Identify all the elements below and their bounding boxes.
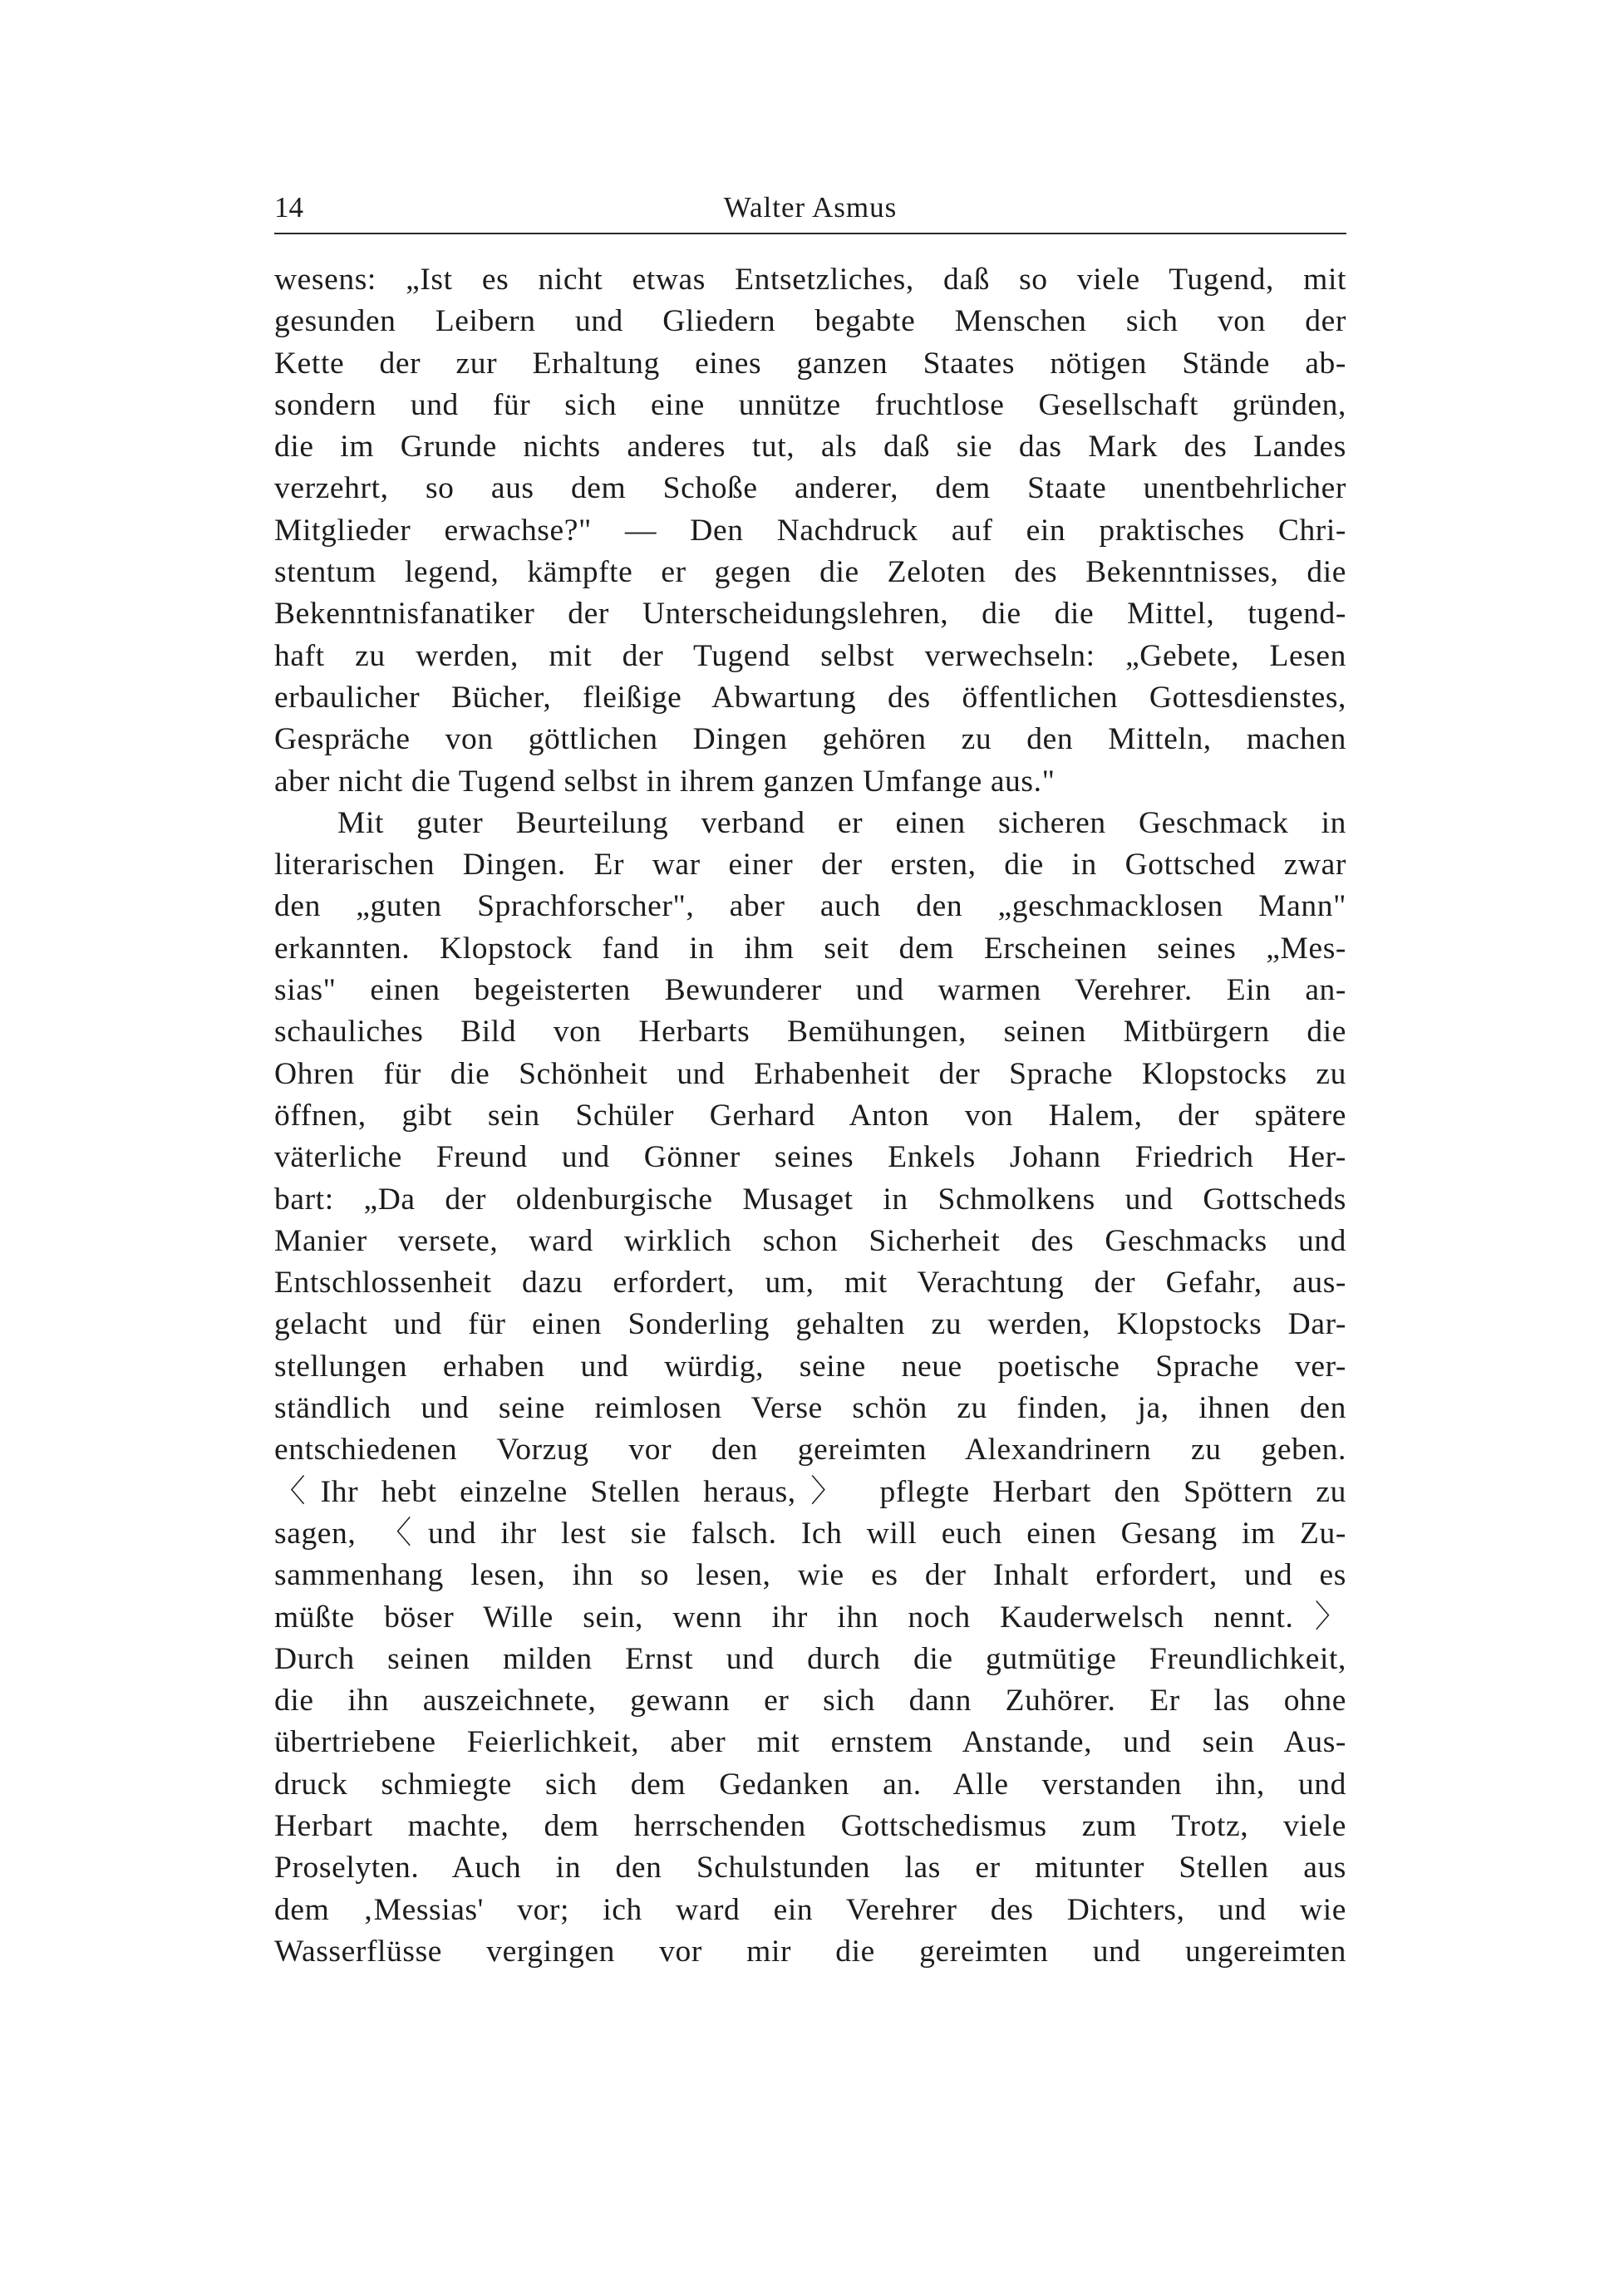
text-line: 〈Ihr hebt einzelne Stellen heraus,〉 pflegte Herbart den Spöttern zu: [274, 1474, 1346, 1509]
text-line: haft zu werden, mit der Tugend selbst verwechseln: „Gebete, Lesen: [274, 638, 1346, 673]
paragraph-2: [274, 803, 1346, 1973]
text-line: erbaulicher Bücher, fleißige Abwartung des öffentlichen Gottesdienstes,: [274, 680, 1346, 715]
page-number: 14: [274, 191, 303, 224]
text-line: Kette der zur Erhaltung eines ganzen Staates nötigen Stände ab-: [274, 346, 1346, 381]
text-line: Bekenntnisfanatiker der Unterscheidungslehren, die die Mittel, tugend-: [274, 597, 1346, 632]
text-line: dem ‚Messias' vor; ich ward ein Verehrer des Dichters, und wie: [274, 1892, 1346, 1927]
text-line: aber nicht die Tugend selbst in ihrem ganzen Umfange aus.": [274, 764, 1056, 799]
text-line: Wasserflüsse vergingen vor mir die gereimten und ungereimten: [274, 1934, 1346, 1969]
running-head: [274, 183, 1346, 234]
text-line: gelacht und für einen Sonderling gehalten zu werden, Klopstocks Dar-: [274, 1307, 1346, 1342]
text-line: sias" einen begeisterten Bewunderer und warmen Verehrer. Ein an-: [274, 973, 1346, 1008]
text-line: öffnen, gibt sein Schüler Gerhard Anton von Halem, der spätere: [274, 1098, 1346, 1133]
text-line: Mitglieder erwachse?" — Den Nachdruck auf ein praktisches Chri-: [274, 513, 1346, 548]
text-line: Manier versete, ward wirklich schon Sicherheit des Geschmacks und: [274, 1223, 1346, 1258]
body-text: [274, 259, 1346, 1973]
text-line: sagen, 〈und ihr lest sie falsch. Ich will euch einen Gesang im Zu-: [274, 1516, 1346, 1551]
text-line: ständlich und seine reimlosen Verse schön zu finden, ja, ihnen den: [274, 1391, 1346, 1426]
text-line: übertriebene Feierlichkeit, aber mit ernstem Anstande, und sein Aus-: [274, 1725, 1346, 1760]
text-line: verzehrt, so aus dem Schoße anderer, dem Staate unentbehrlicher: [274, 471, 1346, 506]
text-line: druck schmiegte sich dem Gedanken an. Alle verstanden ihn, und: [274, 1767, 1346, 1802]
text-line: stentum legend, kämpfte er gegen die Zeloten des Bekenntnisses, die: [274, 555, 1346, 590]
text-line: bart: „Da der oldenburgische Musaget in Schmolkens und Gottscheds: [274, 1182, 1346, 1217]
paragraph-1: [274, 259, 1346, 803]
text-line: väterliche Freund und Gönner seines Enkels Johann Friedrich Her-: [274, 1140, 1346, 1175]
text-line: gesunden Leibern und Gliedern begabte Menschen sich von der: [274, 304, 1346, 339]
book-page: [274, 183, 1346, 1973]
text-line: sondern und für sich eine unnütze fruchtlose Gesellschaft gründen,: [274, 387, 1346, 422]
text-line: Herbart machte, dem herrschenden Gottschedismus zum Trotz, viele: [274, 1808, 1346, 1843]
text-line: Entschlossenheit dazu erfordert, um, mit Verachtung der Gefahr, aus-: [274, 1266, 1346, 1300]
text-line: Durch seinen milden Ernst und durch die gutmütige Freundlichkeit,: [274, 1641, 1346, 1676]
text-line: wesens: „Ist es nicht etwas Entsetzliches, daß so viele Tugend, mit: [274, 263, 1346, 297]
text-line: Ohren für die Schönheit und Erhabenheit der Sprache Klopstocks zu: [274, 1056, 1346, 1091]
text-line: schauliches Bild von Herbarts Bemühungen, seinen Mitbürgern die: [274, 1015, 1346, 1050]
text-line: sammenhang lesen, ihn so lesen, wie es der Inhalt erfordert, und es: [274, 1558, 1346, 1593]
text-line: Mit guter Beurteilung verband er einen sicheren Geschmack in: [337, 805, 1346, 840]
text-line: erkannten. Klopstock fand in ihm seit dem Erscheinen seines „Mes-: [274, 931, 1346, 966]
text-line: den „guten Sprachforscher", aber auch den „geschmacklosen Mann": [274, 889, 1346, 924]
text-line: die im Grunde nichts anderes tut, als daß sie das Mark des Landes: [274, 430, 1346, 465]
text-line: stellungen erhaben und würdig, seine neue poetische Sprache ver-: [274, 1349, 1346, 1384]
running-head-title: Walter Asmus: [723, 191, 898, 224]
text-line: entschiedenen Vorzug vor den gereimten Alexandrinern zu geben.: [274, 1433, 1346, 1468]
text-line: Gespräche von göttlichen Dingen gehören zu den Mitteln, machen: [274, 722, 1346, 757]
text-line: die ihn auszeichnete, gewann er sich dann Zuhörer. Er las ohne: [274, 1684, 1346, 1718]
text-line: Proselyten. Auch in den Schulstunden las er mitunter Stellen aus: [274, 1851, 1346, 1885]
text-line: literarischen Dingen. Er war einer der ersten, die in Gottsched zwar: [274, 848, 1346, 883]
text-line: müßte böser Wille sein, wenn ihr ihn noch Kauderwelsch nennt.〉: [274, 1600, 1346, 1635]
